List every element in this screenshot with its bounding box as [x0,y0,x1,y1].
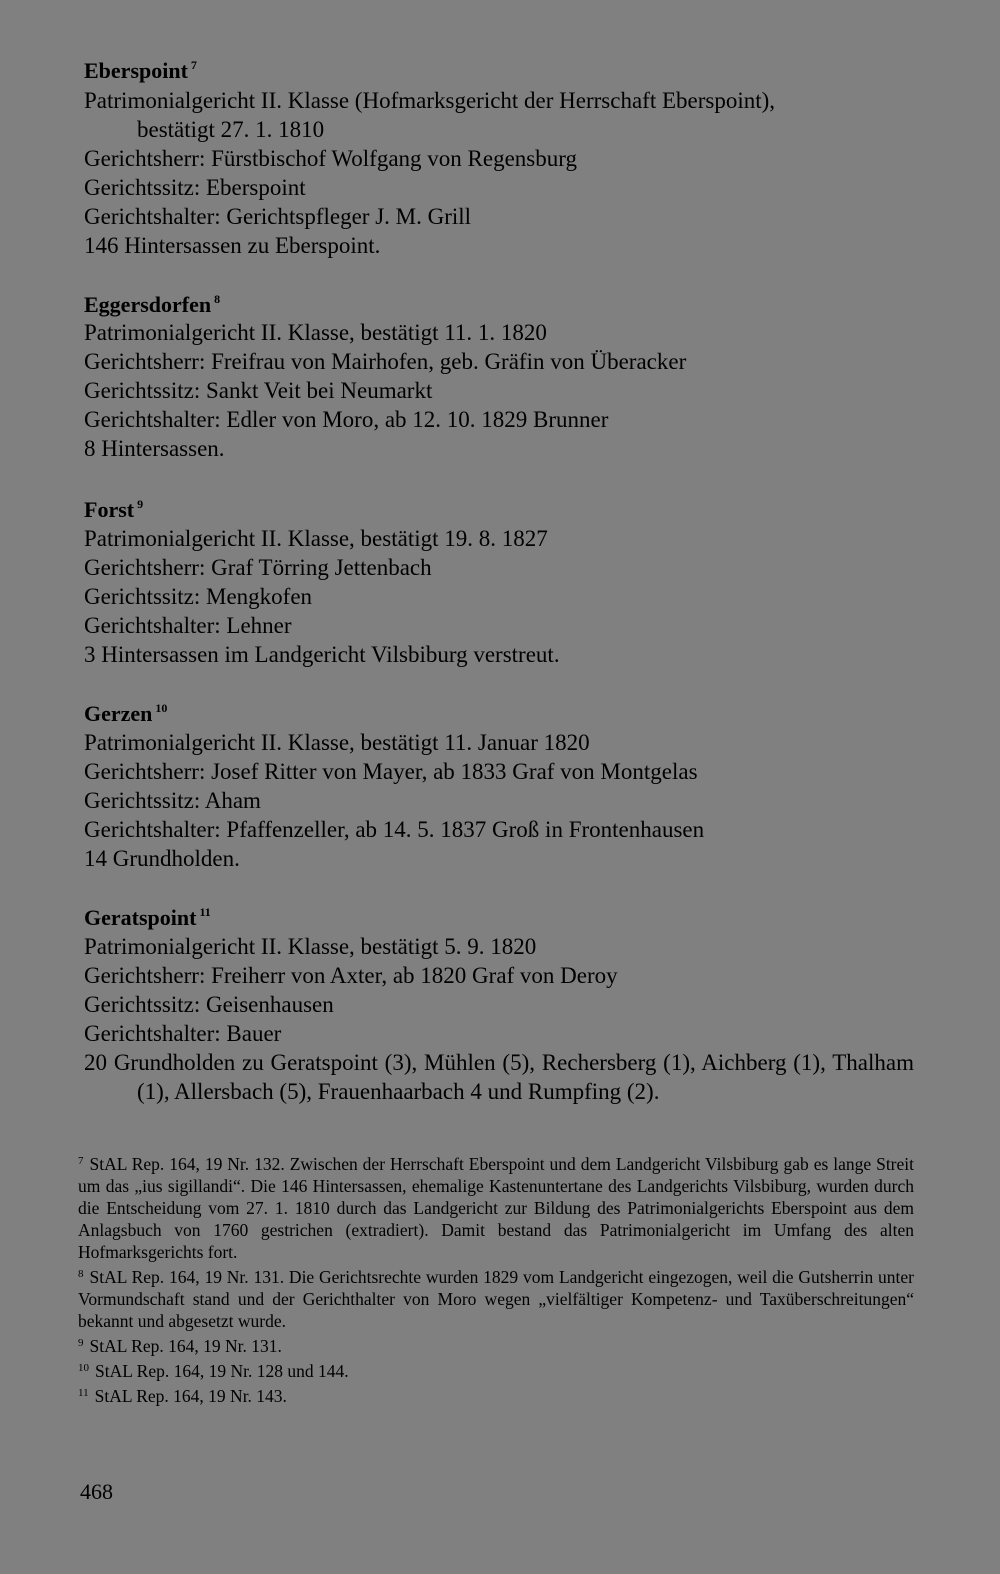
entry-line: Gerichtsherr: Graf Törring Jettenbach [84,555,432,580]
footnote: $^{10}$ StAL Rep. 164, 19 Nr. 128 und 144. [78,1361,349,1381]
entry-line: Patrimonialgericht II. Klasse, bestätigt 11. 1. 1820 [84,320,547,345]
footnote-ref: 10 [155,701,168,715]
entry-line: Gerichtssitz: Aham [84,788,261,813]
entry-line: Gerichtshalter: Gerichtspfleger J. M. Grill [84,204,472,229]
entry-line: Gerichtshalter: Pfaffenzeller, ab 14. 5. 1837 Groß in Frontenhausen [84,817,705,842]
entry-line: Gerichtssitz: Mengkofen [84,584,313,609]
entry-line: Gerichtssitz: Geisenhausen [84,992,334,1017]
entry-heading: Forst $^9$ [84,497,144,522]
entry-line: Gerichtsherr: Freifrau von Mairhofen, geb. Gräfin von Überacker [84,349,687,374]
entry-line: Gerichtshalter: Edler von Moro, ab 12. 10. 1829 Brunner [84,407,609,432]
entry-heading: Geratspoint $^{11}$ [84,905,211,930]
footnote-ref: 9 [137,497,144,511]
footnotes [78,1150,914,1407]
footnote: $^8$ StAL Rep. 164, 19 Nr. 131. Die Gerichtsrechte wurden 1829 vom Landgericht eingezogen, weil die Gutsherrin unter Vormundschaft stand und der Gerichthalter von Moro wegen „vielfältiger Kompetenz- und Taxüberschreitungen“ bekannt und abgesetzt wurde. [78,1267,914,1331]
entry-line: Gerichtssitz: Eberspoint [84,175,306,200]
entry-line: 14 Grundholden. [84,846,240,871]
footnote-ref: 11 [199,905,211,919]
entry-line: Gerichtshalter: Lehner [84,613,292,638]
footnote-number: 11 [78,1387,89,1399]
entry-line: 146 Hintersassen zu Eberspoint. [84,233,381,258]
entry-line: 3 Hintersassen im Landgericht Vilsbiburg verstreut. [84,642,560,667]
entry-line: Patrimonialgericht II. Klasse, bestätigt 11. Januar 1820 [84,730,590,755]
entry-line: Patrimonialgericht II. Klasse, bestätigt 5. 9. 1820 [84,934,537,959]
footnote-ref: 8 [214,292,221,306]
entry-heading: Eggersdorfen $^8$ [84,292,221,317]
entry-line: 8 Hintersassen. [84,436,225,461]
page-number: 468 [80,1479,113,1504]
entry-line: Gerichtssitz: Sankt Veit bei Neumarkt [84,378,433,403]
footnote-number: 7 [78,1155,84,1167]
footnote-ref: 7 [190,58,197,72]
entry-line: Gerichtsherr: Josef Ritter von Mayer, ab 1833 Graf von Montgelas [84,759,698,784]
footnote: $^7$ StAL Rep. 164, 19 Nr. 132. Zwischen der Herrschaft Eberspoint und dem Landgericht Vilsbiburg gab es lange Streit um das „ius sigillandi“. Die 146 Hintersassen, ehemalige Kastenuntertane des Landgerichts Vilsbiburg, wurden durch die Entscheidung vom 27. 1. 1810 durch das Landgericht zur Bildung des Patrimonialgerichts Eberspoint aus dem Anlagsbuch von 1760 gestrichen (extradiert). Damit bestand das Patrimonialgericht im Umfang des alten Hofmarksgerichts fort. [78,1154,914,1262]
entry-line: Gerichtshalter: Bauer [84,1021,282,1046]
footnote-number: 9 [78,1337,84,1349]
entry-heading: Gerzen $^{10}$ [84,701,168,726]
footnote-number: 8 [78,1268,84,1280]
entry-line: Gerichtsherr: Freiherr von Axter, ab 1820 Graf von Deroy [84,963,618,988]
footnote-number: 10 [78,1362,89,1374]
entry-line: bestätigt 27. 1. 1810 [137,117,325,142]
entry-line: Patrimonialgericht II. Klasse, bestätigt 19. 8. 1827 [84,526,548,551]
entry-item-wrapped [84,1048,914,1106]
footnote: $^9$ StAL Rep. 164, 19 Nr. 131. [78,1336,282,1356]
entry-line: 20 Grundholden zu Geratspoint (3), Mühlen (5), Rechersberg (1), Aichberg (1), Thalham (1), Allersbach (5), Frauenhaarbach 4 und Rumpfing (2). [84,1050,914,1104]
entry-line: Patrimonialgericht II. Klasse (Hofmarksgericht der Herrschaft Eberspoint), [84,88,776,113]
footnote: $^{11}$ StAL Rep. 164, 19 Nr. 143. [78,1386,287,1406]
entry-line: Gerichtsherr: Fürstbischof Wolfgang von Regensburg [84,146,577,171]
entry-heading: Eberspoint $^7$ [84,58,197,83]
